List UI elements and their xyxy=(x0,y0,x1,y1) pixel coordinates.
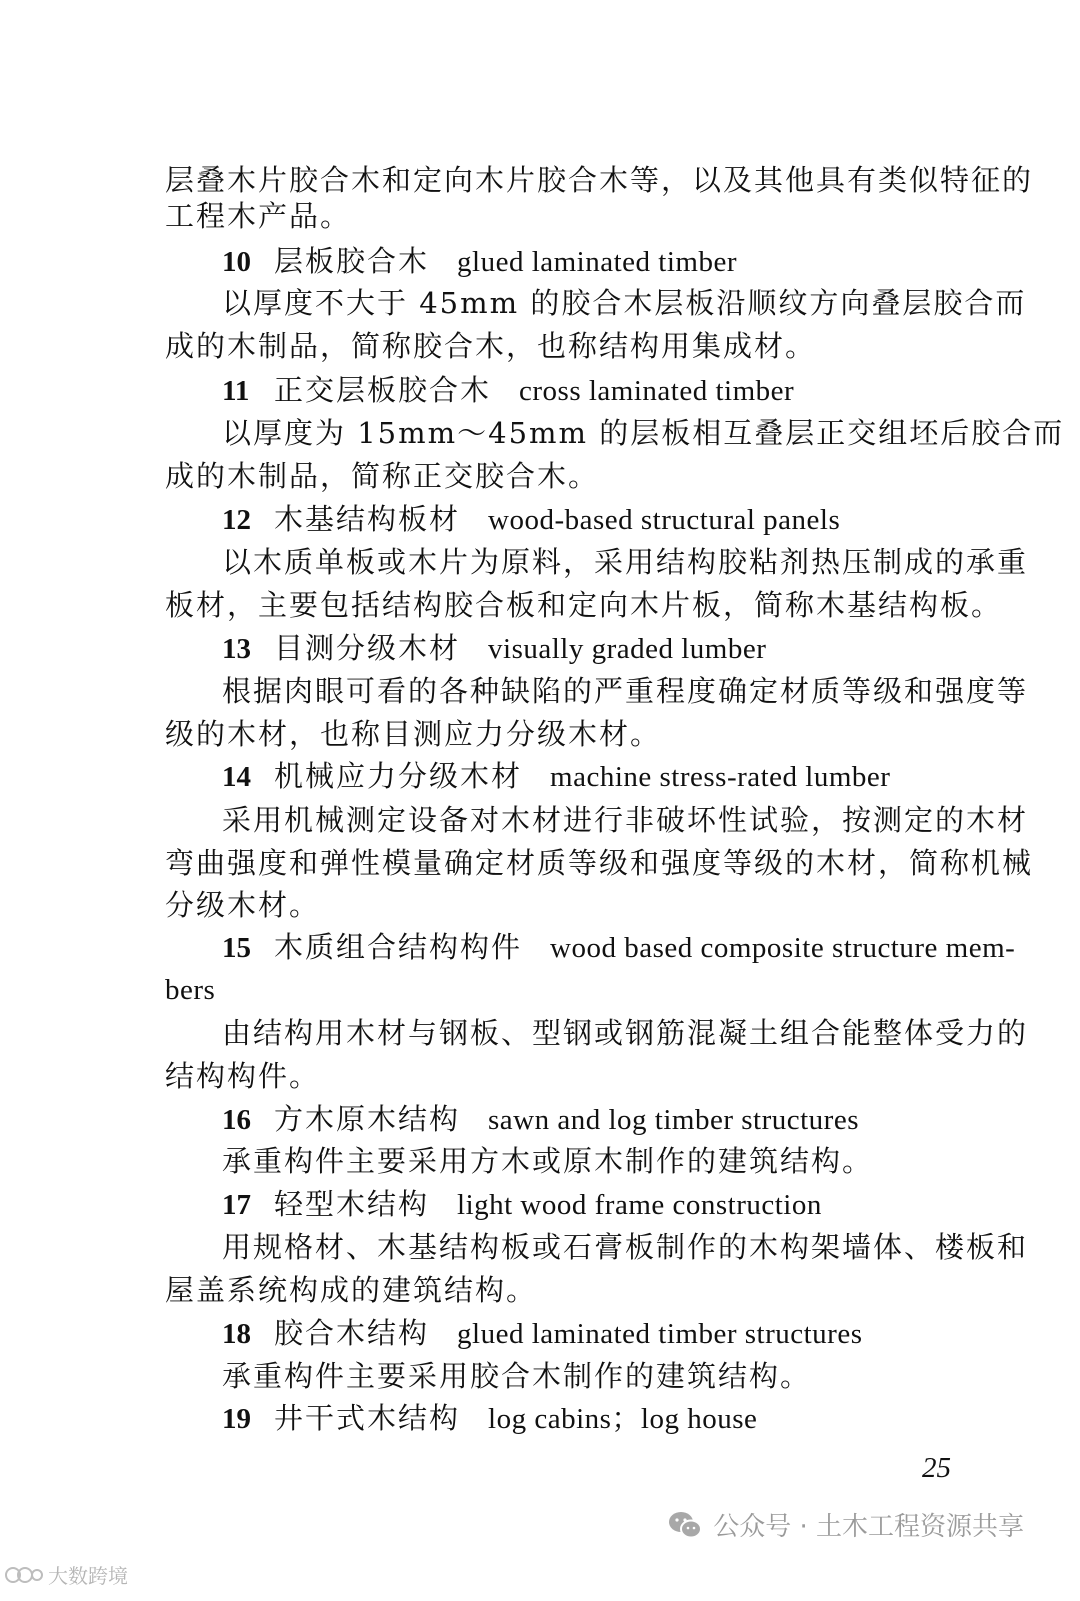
term-heading xyxy=(222,370,985,411)
term-number: 10 xyxy=(222,246,251,278)
term-number: 15 xyxy=(222,932,251,964)
watermark-text: 公众号 · 土木工程资源共享 xyxy=(713,1512,1024,1542)
term-chinese: 目测分级木材 xyxy=(274,631,461,665)
term-chinese: 机械应力分级木材 xyxy=(274,759,523,793)
term-english: glued laminated timber xyxy=(457,246,737,278)
text-line: 以厚度不大于 45mm 的胶合木层板沿顺纹方向叠层胶合而 xyxy=(222,286,1027,320)
term-chinese: 木基结构板材 xyxy=(274,502,461,536)
text-line: 结构构件。 xyxy=(165,1059,321,1093)
term-english: log cabins；log house xyxy=(488,1403,758,1435)
term-number: 19 xyxy=(222,1403,251,1435)
text-line: 屋盖系统构成的建筑结构。 xyxy=(165,1273,538,1307)
term-english: visually graded lumber xyxy=(488,633,767,665)
term-chinese: 轻型木结构 xyxy=(274,1187,430,1221)
term-number: 13 xyxy=(222,633,251,665)
text-line: 成的木制品，简称胶合木，也称结构用集成材。 xyxy=(165,329,817,363)
wechat-icon xyxy=(667,1510,703,1540)
text-line: 根据肉眼可看的各种缺陷的严重程度确定材质等级和强度等 xyxy=(222,674,1029,708)
text-line: 采用机械测定设备对木材进行非破坏性试验，按测定的木材 xyxy=(222,803,1029,837)
term-heading xyxy=(222,1313,985,1354)
term-english: cross laminated timber xyxy=(519,375,795,407)
text-line: 板材，主要包括结构胶合板和定向木片板，简称木基结构板。 xyxy=(165,588,1003,622)
term-heading xyxy=(222,756,985,797)
watermark-wechat xyxy=(667,1506,1024,1543)
term-english: glued laminated timber structures xyxy=(457,1318,863,1350)
text-line: 分级木材。 xyxy=(165,888,321,922)
term-chinese: 井干式木结构 xyxy=(274,1401,461,1435)
term-english: machine stress-rated lumber xyxy=(550,761,891,793)
watermark-corner xyxy=(4,1560,128,1589)
logo-icon xyxy=(4,1563,44,1587)
watermark-corner-text: 大数跨境 xyxy=(48,1564,128,1588)
term-english: wood based composite structure mem- xyxy=(550,932,1016,964)
term-number: 12 xyxy=(222,504,251,536)
text-line: 承重构件主要采用胶合木制作的建筑结构。 xyxy=(222,1359,812,1393)
text-line: 级的木材，也称目测应力分级木材。 xyxy=(165,717,662,751)
term-heading xyxy=(222,241,985,282)
term-heading xyxy=(222,499,985,540)
term-chinese: 木质组合结构构件 xyxy=(274,930,523,964)
text-line: 弯曲强度和弹性模量确定材质等级和强度等级的木材，简称机械 xyxy=(165,846,1034,880)
term-number: 18 xyxy=(222,1318,251,1350)
text-line: 以木质单板或木片为原料，采用结构胶粘剂热压制成的承重 xyxy=(222,545,1029,579)
term-chinese: 方木原木结构 xyxy=(274,1102,461,1136)
term-heading xyxy=(222,927,1016,968)
term-heading xyxy=(222,1184,985,1225)
term-number: 11 xyxy=(222,375,250,407)
term-english: sawn and log timber structures xyxy=(488,1104,859,1136)
term-heading xyxy=(222,1099,985,1140)
term-number: 16 xyxy=(222,1104,251,1136)
text-line: 承重构件主要采用方木或原木制作的建筑结构。 xyxy=(222,1144,874,1178)
term-number: 14 xyxy=(222,761,251,793)
term-chinese: 正交层板胶合木 xyxy=(274,373,492,407)
text-line: bers xyxy=(165,974,216,1006)
text-line: 由结构用木材与钢板、型钢或钢筋混凝土组合能整体受力的 xyxy=(222,1016,1029,1050)
term-heading xyxy=(222,628,985,669)
page-number: 25 xyxy=(922,1452,951,1484)
text-line: 用规格材、木基结构板或石膏板制作的木构架墙体、楼板和 xyxy=(222,1230,1029,1264)
text-line: 成的木制品，简称正交胶合木。 xyxy=(165,459,600,493)
term-number: 17 xyxy=(222,1189,251,1221)
term-english: wood-based structural panels xyxy=(488,504,841,536)
term-heading xyxy=(222,1398,985,1439)
term-chinese: 胶合木结构 xyxy=(274,1316,430,1350)
term-english: light wood frame construction xyxy=(457,1189,822,1221)
text-line: 工程木产品。 xyxy=(165,199,352,233)
term-chinese: 层板胶合木 xyxy=(274,244,430,278)
text-line: 以厚度为 15mm～45mm 的层板相互叠层正交组坯后胶合而 xyxy=(222,416,1065,450)
text-line: 层叠木片胶合木和定向木片胶合木等，以及其他具有类似特征的 xyxy=(165,163,1034,197)
